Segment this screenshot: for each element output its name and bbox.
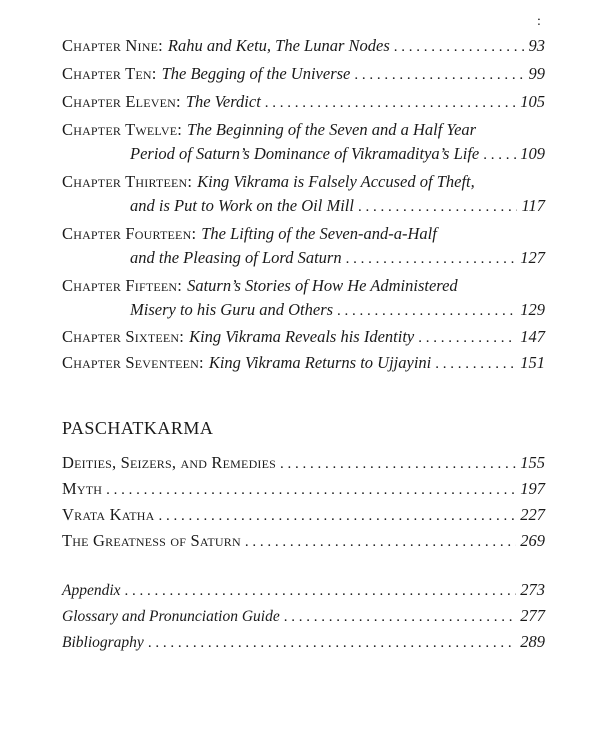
dot-leader — [284, 609, 517, 626]
page-number: 227 — [520, 505, 545, 524]
chapter-label: Chapter Sixteen: — [62, 327, 185, 346]
dot-leader — [418, 330, 516, 347]
toc-entry-chapter-16[interactable] — [62, 327, 545, 351]
chapter-label: Chapter Fifteen: — [62, 276, 183, 295]
entry-title: Bibliography — [62, 634, 144, 651]
toc-entry-chapter-17[interactable] — [62, 353, 545, 377]
entry-title: Glossary and Pronunciation Guide — [62, 608, 280, 625]
dot-leader — [354, 67, 524, 84]
dot-leader — [265, 95, 516, 112]
section-heading: PASCHATKARMA — [62, 418, 214, 438]
toc-entry-chapter-14-cont[interactable] — [130, 248, 545, 272]
dot-leader — [483, 147, 516, 164]
toc-entry-chapter-14[interactable] — [62, 224, 545, 248]
dot-leader — [337, 303, 516, 320]
dot-leader — [148, 635, 516, 652]
toc-entry-greatness-of-saturn[interactable] — [62, 531, 545, 555]
page-number: 197 — [520, 479, 545, 498]
chapter-title-cont: and is Put to Work on the Oil Mill — [130, 196, 354, 215]
entry-title: Myth — [62, 479, 103, 498]
page-number: 109 — [520, 144, 545, 163]
toc-entry-bibliography[interactable] — [62, 632, 545, 656]
entry-title: The Greatness of Saturn — [62, 531, 241, 550]
toc-entry-chapter-12[interactable] — [62, 120, 545, 144]
toc-entry-chapter-10[interactable] — [62, 64, 545, 88]
chapter-title-cont: Misery to his Guru and Others — [130, 300, 334, 319]
toc-entry-chapter-15[interactable] — [62, 276, 545, 300]
dot-leader — [106, 482, 516, 499]
entry-title: Deities, Seizers, and Remedies — [62, 453, 277, 472]
chapter-title-cont: and the Pleasing of Lord Saturn — [130, 248, 342, 267]
toc-entry-chapter-9[interactable] — [62, 36, 545, 60]
chapter-label: Chapter Eleven: — [62, 92, 181, 111]
toc-entry-chapter-11[interactable] — [62, 92, 545, 116]
chapter-title-cont: Period of Saturn’s Dominance of Vikramaditya’s Life — [130, 144, 480, 163]
toc-entry-glossary[interactable] — [62, 606, 545, 630]
toc-entry-appendix[interactable] — [62, 580, 545, 604]
toc-entry-chapter-13-cont[interactable] — [130, 196, 545, 220]
toc-entry-chapter-15-cont[interactable] — [130, 300, 545, 324]
toc-entry-deities[interactable] — [62, 453, 545, 477]
page-number: 127 — [520, 248, 545, 267]
chapter-label: Chapter Ten: — [62, 64, 157, 83]
toc-entry-vrata-katha[interactable] — [62, 505, 545, 529]
dot-leader — [125, 583, 517, 600]
dot-leader — [280, 456, 516, 473]
page-number: 269 — [520, 531, 545, 550]
toc-entry-chapter-13[interactable] — [62, 172, 545, 196]
entry-title: Vrata Katha — [62, 505, 155, 524]
dot-leader — [245, 534, 516, 551]
page-number: 117 — [521, 196, 545, 215]
dot-leader — [435, 356, 516, 373]
page-number: 277 — [520, 606, 545, 625]
toc-entry-chapter-12-cont[interactable] — [130, 144, 545, 168]
chapter-label: Chapter Thirteen: — [62, 172, 193, 191]
chapter-title: King Vikrama is Falsely Accused of Theft, — [197, 172, 475, 191]
chapter-label: Chapter Nine: — [62, 36, 163, 55]
page-number: 155 — [520, 453, 545, 472]
page-number: 99 — [528, 64, 545, 83]
toc-entry-myth[interactable] — [62, 479, 545, 503]
entry-title: Appendix — [62, 582, 121, 599]
chapter-label: Chapter Fourteen: — [62, 224, 197, 243]
chapter-title: King Vikrama Returns to Ujjayini — [208, 353, 432, 372]
page-number: 105 — [520, 92, 545, 111]
chapter-label: Chapter Twelve: — [62, 120, 183, 139]
dot-leader — [159, 508, 517, 525]
page-number: 93 — [528, 36, 545, 55]
chapter-title: The Lifting of the Seven-and-a-Half — [201, 224, 437, 243]
chapter-title: Saturn’s Stories of How He Administered — [187, 276, 458, 295]
chapter-title: King Vikrama Reveals his Identity — [189, 327, 415, 346]
page-number: 273 — [520, 580, 545, 599]
page-number: 129 — [520, 300, 545, 319]
chapter-label: Chapter Seventeen: — [62, 353, 204, 372]
dot-leader — [394, 39, 525, 56]
corner-mark: : — [537, 14, 541, 29]
page-number: 147 — [520, 327, 545, 346]
chapter-title: The Verdict — [185, 92, 261, 111]
dot-leader — [346, 251, 517, 268]
chapter-title: Rahu and Ketu, The Lunar Nodes — [167, 36, 390, 55]
page-number: 151 — [520, 353, 545, 372]
page-number: 289 — [520, 632, 545, 651]
chapter-title: The Beginning of the Seven and a Half Year — [187, 120, 477, 139]
dot-leader — [358, 199, 518, 216]
chapter-title: The Begging of the Universe — [161, 64, 351, 83]
